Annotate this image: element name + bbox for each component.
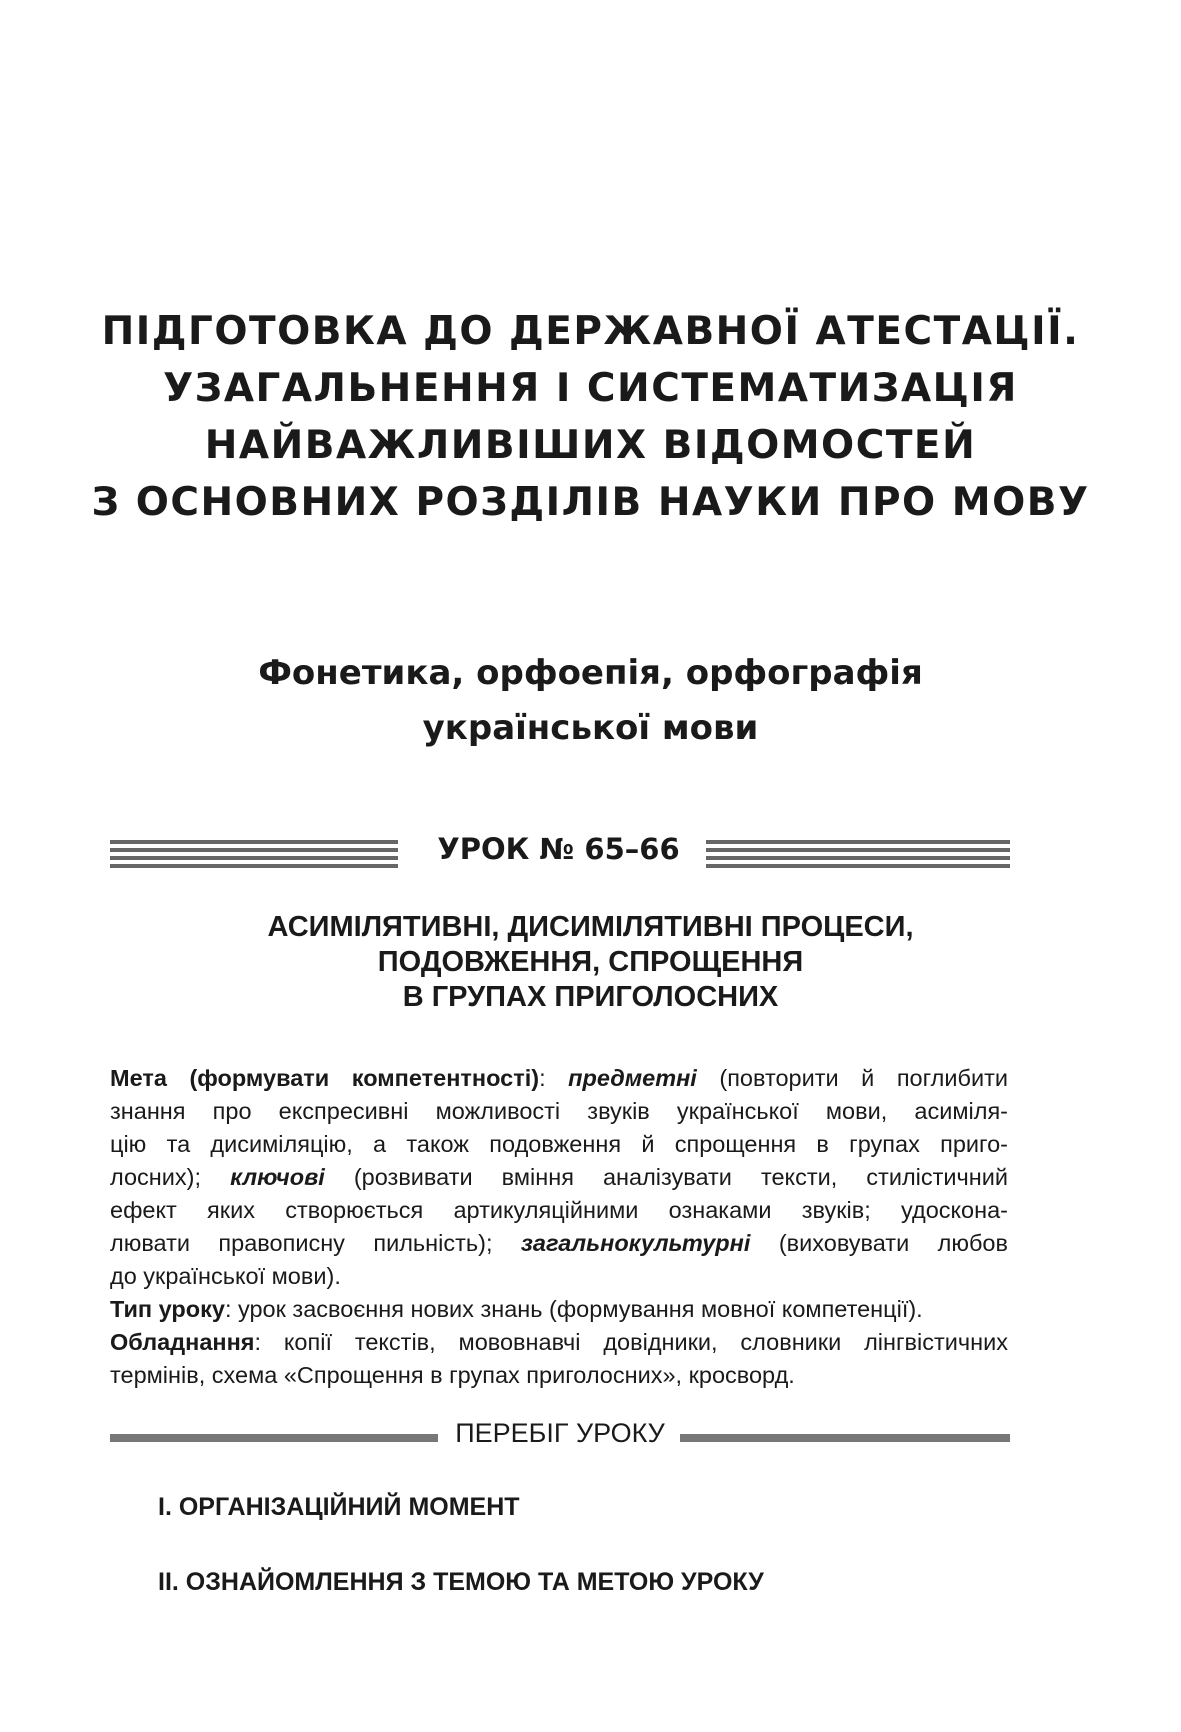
decorative-rule-left	[110, 838, 398, 870]
equipment-label: Обладнання	[110, 1329, 255, 1355]
goal-label: Мета (формувати компетентності)	[110, 1065, 540, 1091]
lesson-topic-line: ПОДОВЖЕННЯ, СПРОЩЕННЯ	[377, 946, 804, 978]
section-subtitle-line: Фонетика, орфоепія, орфографія	[258, 653, 923, 693]
section-heading: I. ОРГАНІЗАЦІЙНИЙ МОМЕНТ	[158, 1493, 520, 1521]
lesson-type-label: Тип уроку	[110, 1296, 225, 1322]
course-label: ПЕРЕБІГ УРОКУ	[455, 1418, 665, 1448]
chapter-title-line: ПІДГОТОВКА ДО ДЕРЖАВНОЇ АТЕСТАЦІЇ.	[101, 309, 1080, 354]
lesson-topic-line: АСИМІЛЯТИВНІ, ДИСИМІЛЯТИВНІ ПРОЦЕСИ,	[267, 911, 914, 943]
lesson-type-paragraph: Тип уроку: урок засвоєння нових знань (формування мовної компетенції).	[110, 1296, 923, 1322]
subject-competence-label: предметні	[568, 1065, 697, 1091]
section-heading: II. ОЗНАЙОМЛЕННЯ З ТЕМОЮ ТА МЕТОЮ УРОКУ	[158, 1568, 764, 1596]
chapter-title	[0, 303, 1181, 531]
general-competence-label: загальнокультурні	[520, 1230, 751, 1256]
section-subtitle-line: української мови	[422, 708, 759, 748]
goal-paragraph: Мета (формувати компетентності): предметні (повторити й поглибити знання про експресивні можливості звуків української мови, асиміля- цію та дисиміляцію, а також подовження й спрощення в групах приго- лосних); ключові (розвивати вміння аналізувати тексти, стилістичний ефект яких створюється артикуляційними ознаками звуків; удоскона- лювати правописну пильність); загальнокультурні (виховувати любов до української мови).	[110, 1065, 1008, 1289]
course-header	[110, 1418, 1010, 1452]
key-competence-label: ключові	[230, 1164, 325, 1190]
section-subtitle	[0, 646, 1181, 756]
chapter-title-line: НАЙВАЖЛИВІШИХ ВІДОМОСТЕЙ	[204, 423, 977, 468]
equipment-paragraph: Обладнання: копії текстів, мововнавчі довідники, словники лінгвістичних термінів, схема «Спрощення в групах приголосних», кросворд.	[110, 1329, 1008, 1388]
chapter-title-line: З ОСНОВНИХ РОЗДІЛІВ НАУКИ ПРО МОВУ	[91, 480, 1090, 525]
lesson-number: УРОК № 65–66	[437, 832, 680, 866]
lesson-topic	[0, 910, 1181, 1015]
divider-bar-right	[680, 1434, 1010, 1442]
lesson-header	[110, 832, 1010, 870]
divider-bar-left	[110, 1434, 438, 1442]
lesson-topic-line: В ГРУПАХ ПРИГОЛОСНИХ	[402, 981, 779, 1013]
lesson-info	[110, 1062, 1008, 1392]
decorative-rule-right	[706, 838, 1010, 870]
chapter-title-line: УЗАГАЛЬНЕННЯ І СИСТЕМАТИЗАЦІЯ	[163, 366, 1018, 411]
